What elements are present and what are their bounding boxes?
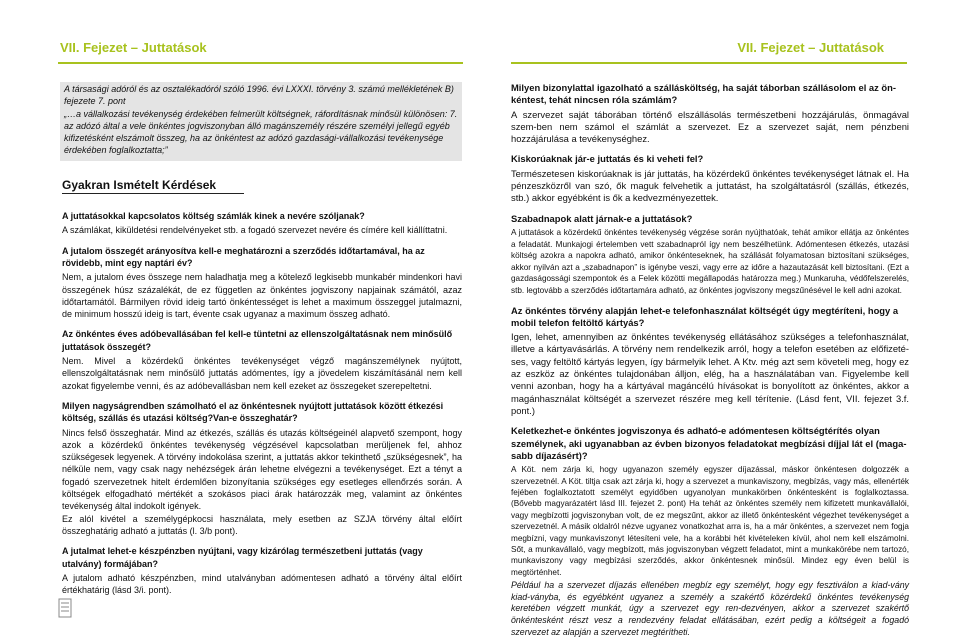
faq-question: A jutalmat lehet-e készpénzben nyújtani, vagy kizárólag természetbeni juttatás (vagy utalvány) formájában? xyxy=(62,546,423,569)
quote-line: A társasági adóról és az osztalékadóról szóló 1996. évi LXXXI. törvény 3. számú mellékletének B) fejezete 7. pont xyxy=(64,84,454,107)
law-quote-box xyxy=(60,82,462,161)
faq-item xyxy=(511,305,909,418)
faq-question: Az önkéntes éves adóbevallásában fel kell-e tüntetni az ellenszolgáltatásnak nem minősülő juttatások összegét? xyxy=(62,329,453,352)
faq-answer: A Köt. nem zárja ki, hogy ugyanazon személy egyszer díjazással, máskor önkéntesen dolgozzék a szervezetnél. A Köt. tiltja csak azt zárja ki, hogy a szervezet a munkaviszony, megbízás, vagy más, ellenérték fejében foglalkoztatott személyt egyidőben ugyanolyan munkakörben önkéntesként is foglalkoztassa. (Bővebb magyarázatért lásd III. fejezet 2. pont) Ha tehát az önkéntes személy nem kifizetett munkavállalói, vagy megbízotti jogviszonyban volt, de ez megszűnt, akkor az illető önkéntesként végezhet tevékenységet a szervezetnél. A másik oldalról nézve ugyanez vonatkozhat arra is, ha a már önkéntes, a szervezet nem fogja megbízni, vagy munkaviszonyt létesíteni vele, ha a korábbi hét kivételeken kívül, ahol nem kell elszámolni. Sőt, a munkavállaló, vagy megbízott, más jogviszonyban végzett feladatot, mint a munkakörébe nem tartozó, munkaviszony vagy megbízási szerződés, akkor önkéntesnek minősül. Mindez egy éven belül is megtörténhet. xyxy=(511,465,909,577)
left-column xyxy=(62,82,462,598)
header-rule-left xyxy=(58,62,463,64)
faq-answer: Nem, a jutalom éves összege nem haladhatja meg a kötelező legkisebb munkabér mindenkori havi összegének húsz százalékát, de ez független az önkéntes jogviszony napjainak számától, azaz időtartamától. Bármilyen rövid ideig tartó önkéntességet is lehet a maximum összeggel jutalmazni, de minimum hosszú ideig is tart, évente csak ugyanaz a maximum összeg adható. xyxy=(62,272,462,320)
header-right: VII. Fejezet – Juttatások xyxy=(737,40,884,55)
header-rule-right xyxy=(511,62,907,64)
faq-question: Keletkezhet-e önkéntes jogviszonya és adható-e adómentesen költségtérítés olyan személynek, aki ugyanabban az évben bizonyos feladatokat megbízási díjjal lát el (maga-sabb díjazásért)? xyxy=(511,425,907,461)
faq-question: Az önkéntes törvény alapján lehet-e telefonhasználat költségét úgy megtéríteni, hogy a mobil telefon feltöltő kártyás? xyxy=(511,304,899,328)
faq-item xyxy=(511,425,909,638)
header-left: VII. Fejezet – Juttatások xyxy=(60,40,207,55)
faq-question: A juttatásokkal kapcsolatos költség számlák kinek a nevére szóljanak? xyxy=(62,211,365,222)
faq-item xyxy=(511,82,909,145)
faq-example: Például ha a szervezet díjazás ellenében megbíz egy személyt, hogy egy fesztiválon a kiad-vány kiad-ványba, és egyébként ugyanez a személy a szakértő közérdekű önkéntes tevékenység keretében végzett munkát, úgy a szervezet egy ren-dezvényen, akkor a szervezet szakértő önkéntesként részt vesz a rendezvény feladat ellátásában, ezért pedig a költségeit a fogadó szervezet az alapján a szervezet megtérítheti. xyxy=(511,580,909,637)
faq-item xyxy=(511,153,909,204)
faq-item xyxy=(62,400,462,537)
faq-item xyxy=(62,328,462,391)
faq-answer: A szervezet saját táborában történő elszállásolás természetbeni hozzájárulás, önmagával szem-ben nem számol el számlát a szervezet. Ez a szervezet saját, nem pénzbeni hozzájárulása a tevékenységhez. xyxy=(511,108,909,145)
faq-answer: Igen, lehet, amennyiben az önkéntes tevékenység ellátásához szükséges a telefonhasználat, illetve a kártyavásárlás. A törvény nem rendelkezik arról, hogy a telefon esetében az előfizeté-ses, vagy feltöltő kártyás legyen, így bármelyik lehet. A Ktv. még azt sem követeli meg, hogy ez az eszköz az önkéntes tulajdonában álljon, elég, ha a használatában van. Figyelembe kell venni azonban, hogy ha a kártyával magáncélú hívásokat is bonyolított az önkéntes, akkor a magánhasználat költségét a szervezet részére meg kell térítenie. (Lásd fent, VII. fejezet 3.f. pont.) xyxy=(511,331,909,416)
faq-item xyxy=(511,213,909,297)
faq-answer: A juttatások a közérdekű önkéntes tevékenység végzése során nyújthatóak, tehát amikor ellátja az önkéntes a feladatát. Munkajogi értelemben vett szabadnapról így nem beszélhetünk. Adómentesen étkezés, utazási költség azokra a napokra adható, amikor önkénteseknek, ha szállását folyamatosan biztosítani szükséges, akkor nyilván azt a „szabadnapon” is igénybe veszi, vagy erre az időre a hazautazását kell biztosítani. (Ezt a gazdaságossági szempontok és a Felek közötti megállapodás határozza meg.) Munkaruha, védőfelszerelés, stb. legtovább a szerződés időtartamára adható, az önkéntes jogviszony megszűnésével le kell adni azokat. xyxy=(511,227,909,295)
quote-line: „…a vállalkozási tevékenység érdekében felmerült költségnek, ráfordításnak minősül különösen: 7. az adózó által a vele önkéntes jogviszonyban álló magánszemély részére személyi jellegű egyéb kifizetésként elszámolt összeg, ha az önkéntest az adózó gazdasági-vállalkozási tevékenysége érdekében foglalkoztatta;” xyxy=(64,108,458,156)
faq-answer: A jutalom adható készpénzben, mind utalványban adómentesen adható a törvény által előírt értékhatárig (lásd 3/i. pont). xyxy=(62,572,462,596)
faq-question: Milyen nagyságrendben számolható el az önkéntesnek nyújtott juttatások között étkezési költség, szállás és utazási költség?Van-e összeghatár? xyxy=(62,400,444,424)
faq-answer: Természetesen kiskorúaknak is jár juttatás, ha közérdekű önkéntes tevékenységet látnak el. Ha pénzeszközről van szó, ők maguk felvehetik a juttatást, ha szolgáltatásról (szállás, étkezés, stb.) akkor egyébként is ők a kedvezményezettek. xyxy=(511,167,909,204)
faq-question: Kiskorúaknak jár-e juttatás és ki veheti fel? xyxy=(511,153,704,165)
faq-item xyxy=(62,210,462,237)
faq-question: Szabadnapok alatt járnak-e a juttatások? xyxy=(511,212,693,224)
faq-question: A jutalom összegét arányosítva kell-e meghatározni a szerződés időtartamával, ha az rövidebb, mint egy naptári év? xyxy=(62,245,425,268)
faq-answer: Nem. Mivel a közérdekű önkéntes tevékenységet végző magánszemélynek nyújtott, ellenszolgáltatásnak nem minősülő juttatás adómentes, így a jövedelem kiszámításánál nem kell azokat figyelembe venni, és az adóbevallásban nem kell ezeket az összegeket szerepeltetni. xyxy=(62,356,462,391)
right-column xyxy=(511,82,909,640)
section-title: Gyakran Ismételt Kérdések xyxy=(62,179,244,194)
faq-question: Milyen bizonylattal igazolható a szállásköltség, ha saját táborban szállásolom el az ön-kéntest, tehát nincsen róla számlám? xyxy=(511,82,896,106)
faq-answer: Nincs felső összeghatár. Mind az étkezés, szállás és utazás költségeinél alapvető szempont, hogy azok a közérdekű önkéntes tevékenység végzésével kapcsolatban merüljenek fel, ahhoz szükségesek legyenek. A törvény indokolása szerint, a juttatás akkor tekinthető „szükségesnek”, ha nélküle nem, vagy csak nagy nehézségek árán lehetne elvégezni a tevékenységet. Ezt a tényt a fogadó szervezetnek hitelt érdemlően bizonyítania szükséges egy esetleges ellenőrzés során. A költségek elfogadható mértékét a szokásos piaci árak határozzák meg, valamint az önkéntes tevékenység által indokolt igények. Ez alól kivétel a személygépkocsi használata, mely esetben az SZJA törvény által előírt összeghatárig adható a juttatás (l. 3/b pont). xyxy=(62,427,462,536)
faq-item xyxy=(62,545,462,596)
faq-answer: A számlákat, kiküldetési rendelvényeket stb. a fogadó szervezet nevére és címére kell kiállíttatni. xyxy=(62,225,448,236)
faq-item xyxy=(62,245,462,321)
page-marker-icon xyxy=(58,598,72,618)
